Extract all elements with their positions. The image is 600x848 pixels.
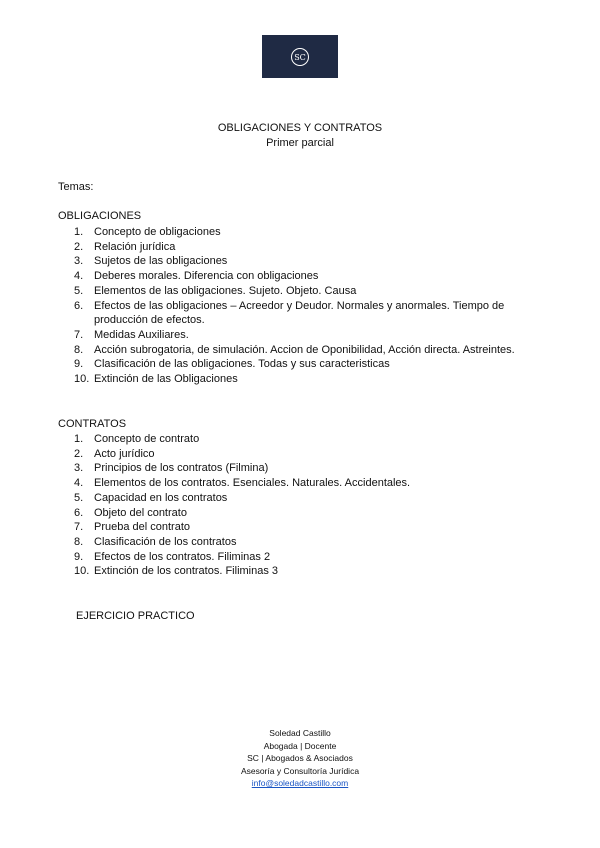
footer-name: Soledad Castillo bbox=[269, 728, 331, 738]
list-item: 3. Sujetos de las obligaciones bbox=[74, 255, 228, 268]
svg-text:SC: SC bbox=[294, 52, 306, 62]
list-item: 8. Acción subrogatoria, de simulación. Accion de Oponibilidad, Acción directa. Astreintes. bbox=[74, 343, 515, 356]
obligaciones-list bbox=[58, 225, 548, 387]
list-item: 7. Medidas Auxiliares. bbox=[74, 328, 189, 341]
exercise-heading: EJERCICIO PRACTICO bbox=[76, 610, 195, 622]
list-item: 2. Acto jurídico bbox=[74, 447, 155, 460]
list-item: 5. Elementos de las obligaciones. Sujeto. Objeto. Causa bbox=[74, 284, 357, 297]
logo bbox=[262, 35, 338, 78]
list-item: 1. Concepto de obligaciones bbox=[74, 226, 221, 238]
temas-label: Temas: bbox=[58, 181, 94, 193]
list-item: 1. Concepto de contrato bbox=[74, 433, 200, 445]
document-subtitle: Primer parcial bbox=[266, 137, 334, 149]
list-item: 10. Extinción de las Obligaciones bbox=[74, 373, 238, 386]
list-item: 4. Deberes morales. Diferencia con obligaciones bbox=[74, 270, 319, 283]
list-item: 3. Principios de los contratos (Filmina) bbox=[74, 462, 269, 475]
footer-signature bbox=[0, 727, 600, 790]
document-title: OBLIGACIONES Y CONTRATOS bbox=[217, 122, 383, 134]
footer-firm: SC | Abogados & Asociados bbox=[247, 753, 353, 763]
list-item: 9. Efectos de los contratos. Filiminas 2 bbox=[74, 550, 271, 563]
list-item: 6. Efectos de las obligaciones – Acreedor y Deudor. Normales y anormales. Tiempo de producción de efectos. bbox=[74, 299, 505, 327]
obligaciones-heading: OBLIGACIONES bbox=[58, 210, 142, 222]
footer-email-link[interactable]: info@soledadcastillo.com bbox=[251, 778, 349, 788]
list-item: 5. Capacidad en los contratos bbox=[74, 491, 228, 504]
contratos-heading: CONTRATOS bbox=[58, 418, 127, 430]
list-item: 7. Prueba del contrato bbox=[74, 521, 191, 534]
footer-role: Abogada | Docente bbox=[263, 740, 337, 751]
list-item: 9. Clasificación de las obligaciones. Todas y sus caracteristicas bbox=[74, 358, 390, 371]
list-item: 4. Elementos de los contratos. Esenciales. Naturales. Accidentales. bbox=[74, 477, 411, 490]
list-item: 2. Relación jurídica bbox=[74, 240, 176, 253]
footer-service: Asesoría y Consultoría Jurídica bbox=[240, 765, 360, 776]
contratos-list bbox=[58, 432, 548, 579]
list-item: 6. Objeto del contrato bbox=[74, 506, 187, 519]
list-item: 8. Clasificación de los contratos bbox=[74, 535, 237, 548]
list-item: 10. Extinción de los contratos. Filiminas 3 bbox=[74, 565, 279, 578]
sc-seal-icon bbox=[290, 47, 310, 67]
